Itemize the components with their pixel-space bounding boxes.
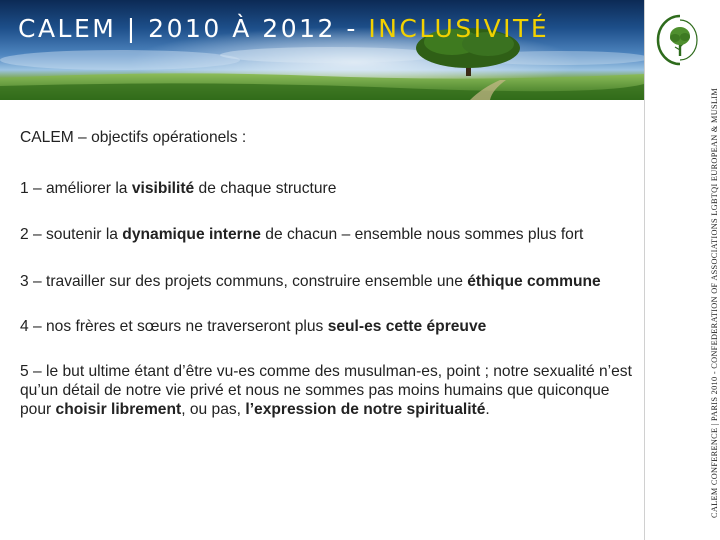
objective-item-2 <box>20 225 635 244</box>
item-1-text-end: de chaque structure <box>194 180 337 197</box>
objective-item-4 <box>20 317 635 336</box>
tree-logo-icon <box>656 12 704 66</box>
item-2-text-end: de chacun – ensemble nous sommes plus fort <box>260 226 584 243</box>
item-2-text: 2 – soutenir la <box>20 226 123 243</box>
item-5-emphasis-2: l’expression de notre spiritualité <box>245 401 486 418</box>
content-heading: CALEM – objectifs opérationels : <box>20 129 247 146</box>
main-content <box>20 128 635 419</box>
item-4-emphasis: seul-es cette épreuve <box>327 318 487 335</box>
page-title <box>18 14 549 43</box>
sidebar <box>644 0 720 540</box>
title-prefix: CALEM | 2010 À 2012 - <box>18 14 369 43</box>
objective-item-3 <box>20 272 635 291</box>
title-accent: INCLUSIVITÉ <box>368 14 550 43</box>
item-5-text: 5 – le but ultime étant d’être vu-es comme des musulman-es, point ; notre sexualité n’est qu’un détail de notre vie privé et nous ne sommes pas moins humains que quiconque pour <box>20 363 632 418</box>
item-5-text-mid: , ou pas, <box>181 401 246 418</box>
item-5-emphasis: choisir librement <box>55 401 182 418</box>
item-3-emphasis: éthique commune <box>467 273 601 290</box>
item-5-text-end: . <box>485 401 490 418</box>
item-1-emphasis: visibilité <box>131 180 195 197</box>
header-banner <box>0 0 644 100</box>
objective-item-5 <box>20 362 635 419</box>
item-4-text: 4 – nos frères et sœurs ne traverseront plus <box>20 318 328 335</box>
item-2-emphasis: dynamique interne <box>122 226 261 243</box>
objective-item-1 <box>20 179 635 198</box>
vertical-footer-text: CALEM CONFERENCE | PARIS 2010 - CONFEDERATION OF ASSOCIATIONS LGBTQI EUROPEAN & MUSLIM <box>710 87 719 518</box>
item-1-text: 1 – améliorer la <box>20 180 132 197</box>
item-3-text: 3 – travailler sur des projets communs, construire ensemble une <box>20 273 468 290</box>
